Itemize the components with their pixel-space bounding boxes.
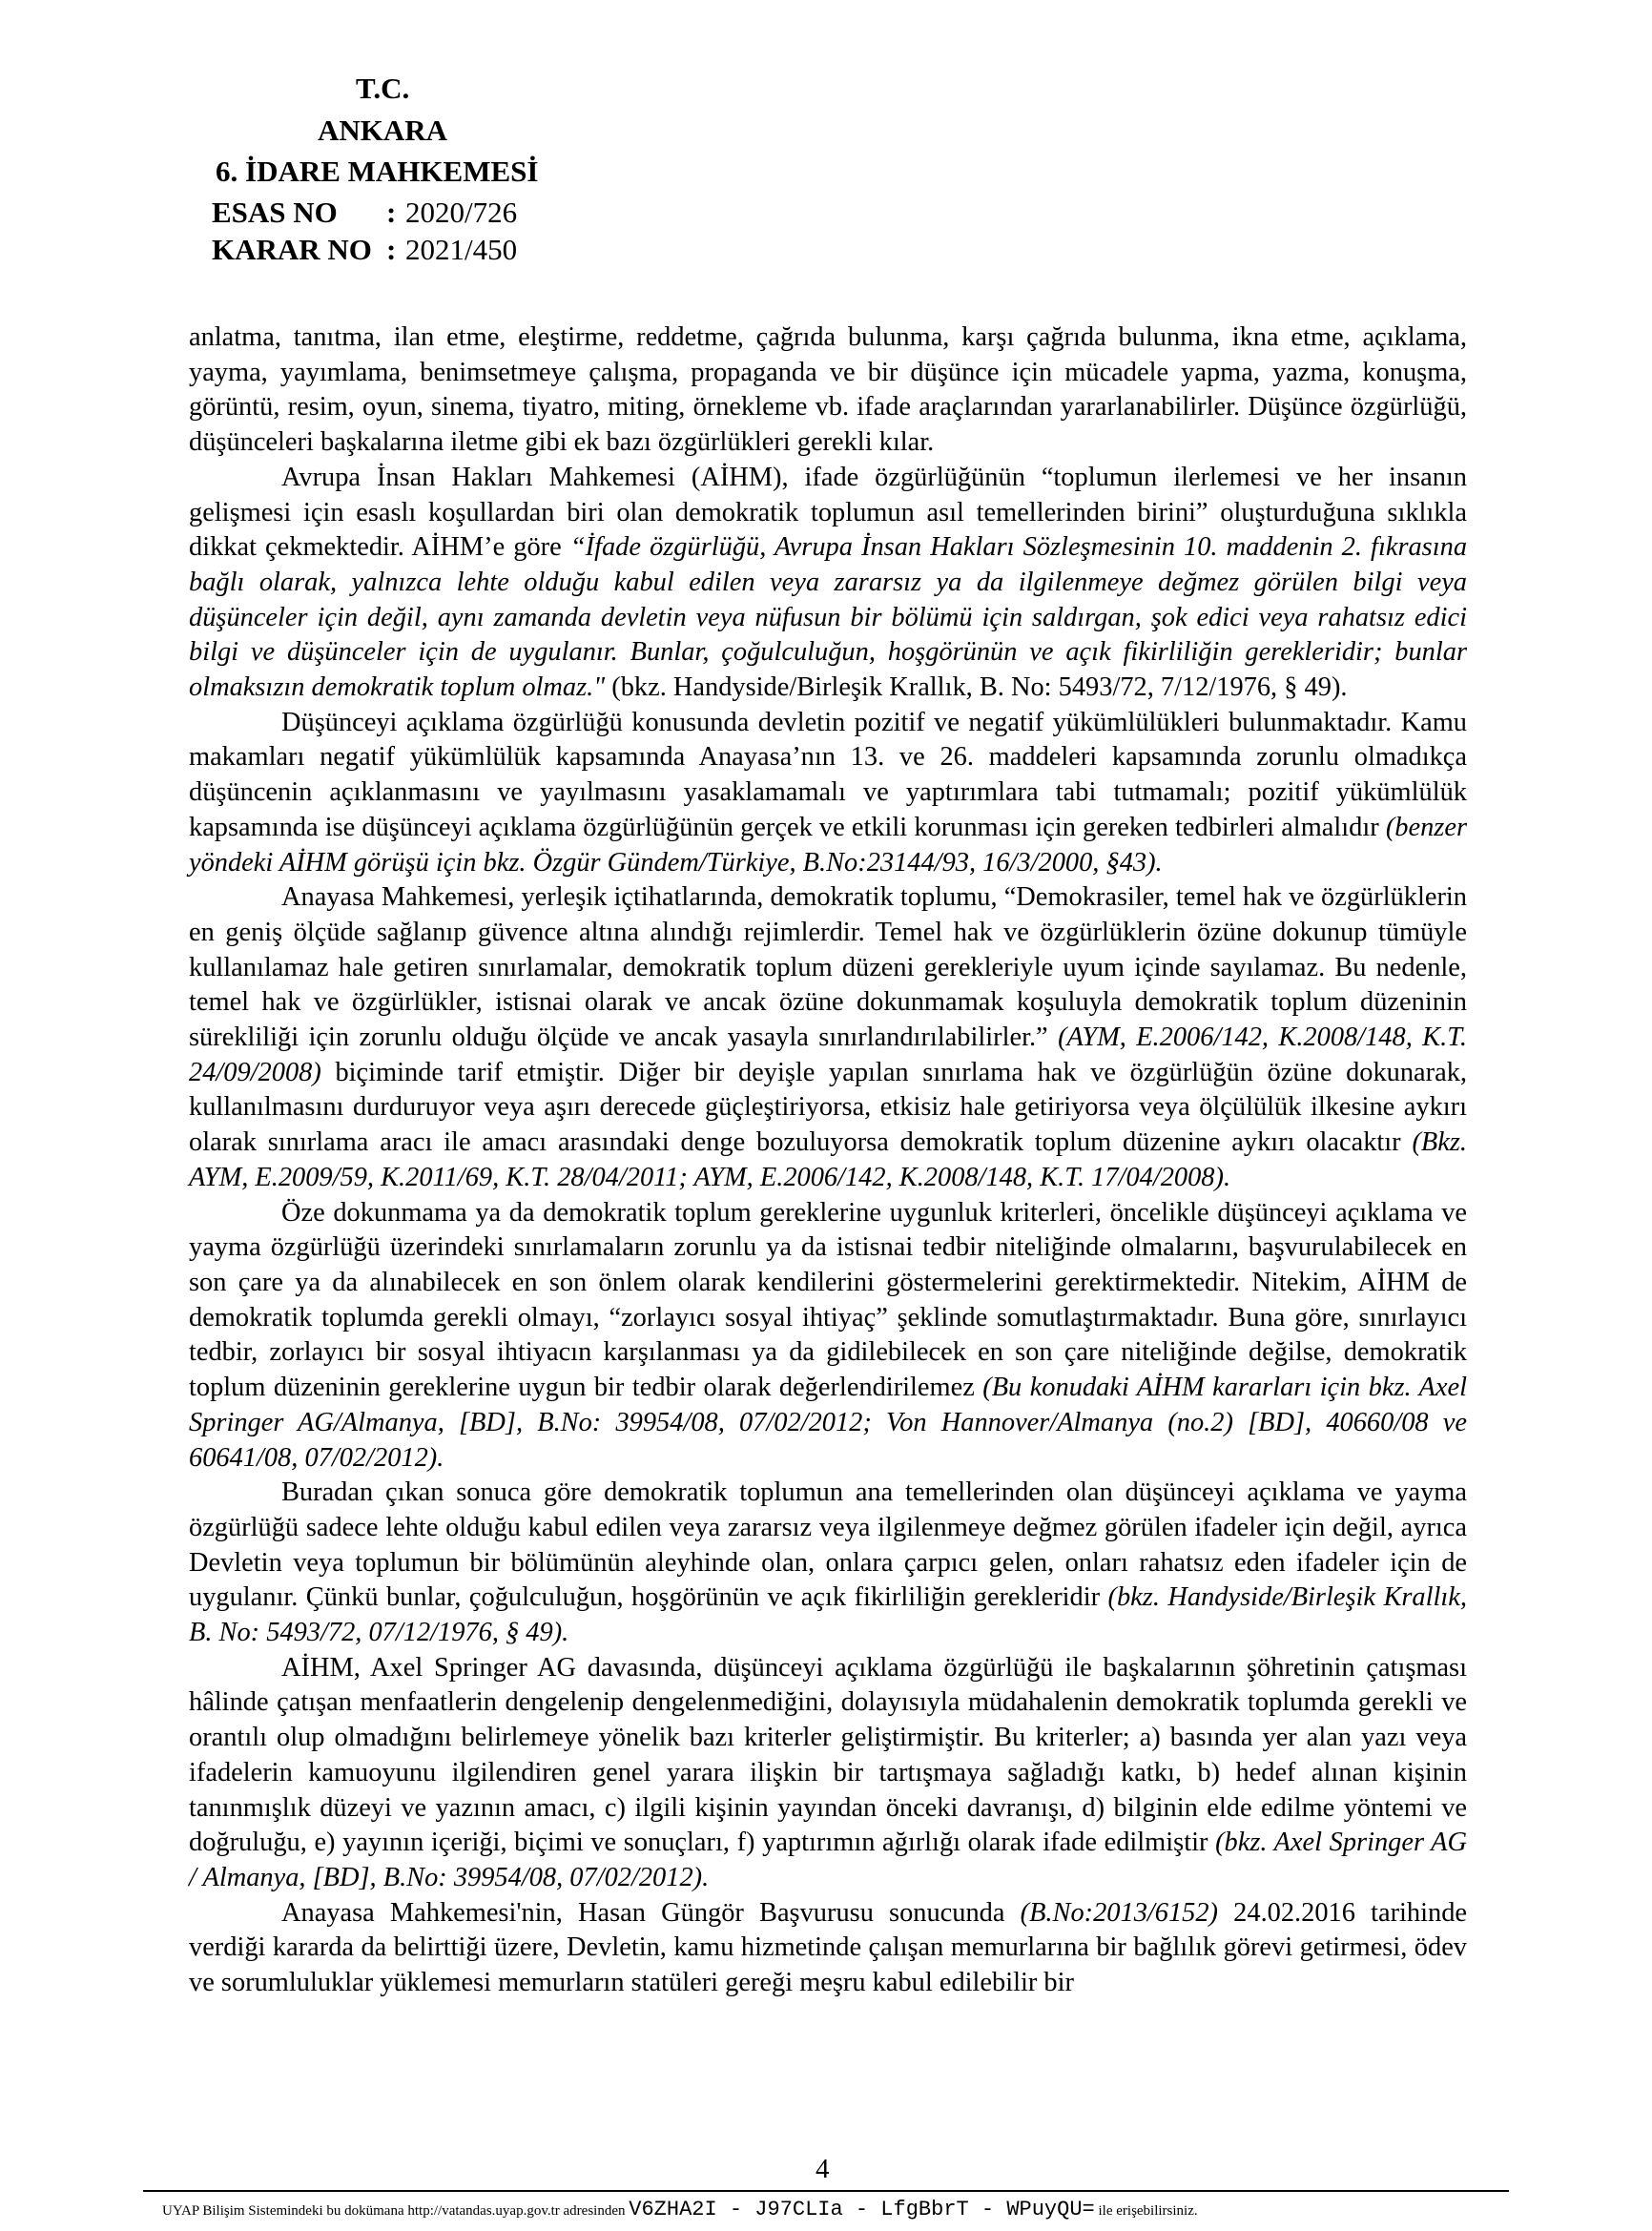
- paragraph-text: 24.02.2016 tarihinde verdiği kararda da belirttiği üzere, Devletin, kamu hizmetinde çalışan memurlarına bir bağlılık görevi getirmesi, ödev ve sorumluluklar yüklemesi memurların statüleri gereği meşru kabul edilebilir bir: [189, 1897, 1467, 1998]
- document-body: [189, 320, 1467, 2001]
- italic-citation: (AYM, E.2006/142, K.2008/148, K.T. 24/09/2008): [189, 1023, 1467, 1087]
- paragraph-text: Anayasa Mahkemesi, yerleşik içtihatlarında, demokratik toplumu, “Demokrasiler, temel hak ve özgürlüklerin en geniş ölçüde sağlanıp güvence altına alındığı rejimlerdir. Temel hak ve özgürlüklerin özüne dokunup tümüyle kullanılamaz hale getiren sınırlamalar, demokratik toplum düzeni gerekleriyle uyum içinde sayılamaz. Bu nedenle, temel hak ve özgürlükler, istisnai olarak ve ancak özüne dokunmamak koşuluyla demokratik toplum düzeninin sürekliliği için zorunlu olduğu ölçüde ve ancak yasayla sınırlandırılabilirler.”: [189, 882, 1467, 1053]
- paragraph-text: Avrupa İnsan Hakları Mahkemesi (AİHM), ifade özgürlüğünün “toplumun ilerlemesi ve her insanın gelişmesi için esaslı koşullardan biri olan demokratik toplumun asıl temellerinden birini” oluşturduğuna sıklıkla dikkat çekmektedir. AİHM’e göre: [189, 462, 1467, 563]
- karar-no-label: KARAR NO: [212, 233, 372, 266]
- paragraph: [189, 1476, 1467, 1651]
- italic-citation: (benzer yöndeki AİHM görüşü için bkz. Özgür Gündem/Türkiye, B.No:23144/93, 16/3/2000, §43).: [189, 812, 1467, 878]
- paragraph-text: AİHM, Axel Springer AG davasında, düşünceyi açıklama özgürlüğü ile başkalarının şöhretinin çatışması hâlinde çatışan menfaatlerin dengelenip dengelenmediğini, dolayısıyla müdahalenin demokratik toplumda gerekli ve orantılı olup olmadığını belirlemeye yönelik bazı kriterler geliştirmiştir. Bu kriterler; a) basında yer alan yazı veya ifadelerin kamuoyunu ilgilendiren genel yarara ilişkin bir tartışmaya sağladığı katkı, b) hedef alınan kişinin tanınmışlık düzeyi ve yazının amacı, c) ilgili kişinin yayından önceki davranışı, d) bilginin elde edilme yöntemi ve doğruluğu, e) yayının içeriği, biçimi ve sonuçları, f) yaptırımın ağırlığı olarak ifade edilmiştir: [189, 1652, 1467, 1858]
- paragraph-text: biçiminde tarif etmiştir. Diğer bir deyişle yapılan sınırlama hak ve özgürlüğün özüne dokunarak, kullanılmasını durduruyor veya aşırı derecede güçleştiriyorsa, etkisiz hale getiriyorsa veya ölçülülük ilkesine aykırı olarak sınırlama aracı ile amacı arasındaki denge bozuluyorsa demokratik toplum düzenine aykırı olacaktır: [189, 1057, 1467, 1158]
- header-court-name: 6. İDARE MAHKEMESİ: [216, 155, 539, 188]
- paragraph-text: Anayasa Mahkemesi'nin, Hasan Güngör Başvurusu sonucunda: [281, 1897, 1021, 1928]
- paragraph-text: Düşünceyi açıklama özgürlüğü konusunda devletin pozitif ve negatif yükümlülükleri bulunmaktadır. Kamu makamları negatif yükümlülük kapsamında Anayasa’nın 13. ve 26. maddeleri kapsamında zorunlu olmadıkça düşüncenin açıklanmasını ve yayılmasını yasaklamamalı ve yaptırımlara tabi tutmamalı; pozitif yükümlülük kapsamında ise düşünceyi açıklama özgürlüğünün gerçek ve etkili korunması için gereken tedbirleri almalıdır: [189, 707, 1467, 842]
- header-country: T.C.: [356, 72, 410, 105]
- italic-citation: (B.No:2013/6152): [1020, 1897, 1219, 1928]
- paragraph-text: Buradan çıkan sonuca göre demokratik toplumun ana temellerinden olan düşünceyi açıklama ve yayma özgürlüğü sadece lehte olduğu kabul edilen veya zararsız veya ilgilenmeye değmez görülen ifadeler için değil, ayrıca Devletin veya toplumun bir bölümünün aleyhinde olan, onlara çarpıcı gelen, onları rahatsız eden ifadeler için de uygulanır. Çünkü bunlar, çoğulculuğun, hoşgörünün ve açık fikirliliğin gerekleridir: [189, 1477, 1467, 1613]
- page-number: 4: [816, 2154, 830, 2184]
- italic-citation: (Bkz. AYM, E.2009/59, K.2011/69, K.T. 28/04/2011; AYM, E.2006/142, K.2008/148, K.T. 17/04/2008).: [189, 1127, 1467, 1192]
- paragraph: [189, 461, 1467, 706]
- paragraph-text: anlatma, tanıtma, ilan etme, eleştirme, reddetme, çağrıda bulunma, karşı çağrıda bulunma, ikna etme, açıklama, yayma, yayımlama, benimsetmeye çalışma, propaganda ve bir düşünce için mücadele yapma, yazma, konuşma, görüntü, resim, oyun, sinema, tiyatro, miting, örnekleme vb. ifade araçlarından yararlanabilirler. Düşünce özgürlüğü, düşünceleri başkalarına iletme gibi ek bazı özgürlükleri gerekli kılar.: [189, 322, 1467, 458]
- paragraph: [189, 1196, 1467, 1477]
- karar-no-separator: :: [386, 233, 397, 266]
- karar-no-value: 2021/450: [405, 233, 518, 266]
- paragraph: [189, 320, 1467, 461]
- footer-suffix: ile erişebilirsiniz.: [1098, 2203, 1198, 2219]
- paragraph: [189, 1651, 1467, 1896]
- paragraph: [189, 706, 1467, 881]
- esas-no-value: 2020/726: [405, 196, 518, 229]
- footer-verification-note: [162, 2197, 1497, 2224]
- header-city: ANKARA: [318, 114, 448, 147]
- paragraph: [189, 880, 1467, 1195]
- italic-quote: “İfade özgürlüğü, Avrupa İnsan Hakları Sözleşmesinin 10. maddenin 2. fıkrasına bağlı olarak, yalnızca lehte olduğu kabul edilen veya zararsız ya da ilgilenmeye değmez görülen bilgi veya düşünceler için değil, aynı zamanda devletin veya nüfusun bir bölümü için saldırgan, şok edici veya rahatsız edici bilgi ve düşünceler için de uygulanır. Bunlar, çoğulculuğun, hoşgörünün ve açık fikirliliğin gerekleridir; bunlar olmaksızın demokratik toplum olmaz.": [189, 532, 1468, 703]
- paragraph-text: (bkz. Handyside/Birleşik Krallık, B. No: 5493/72, 7/12/1976, § 49).: [605, 672, 1348, 703]
- footer-verification-code: V6ZHA2I - J97CLIa - LfgBbrT - WPuyQU=: [629, 2198, 1095, 2221]
- esas-no-label: ESAS NO: [212, 196, 338, 229]
- footer-prefix: UYAP Bilişim Sistemindeki bu dokümana http://vatandas.uyap.gov.tr adresinden: [162, 2203, 626, 2219]
- italic-citation: (bkz. Axel Springer AG / Almanya, [BD], B.No: 39954/08, 07/02/2012).: [189, 1828, 1467, 1892]
- paragraph-text: Öze dokunmama ya da demokratik toplum gereklerine uygunluk kriterleri, öncelikle düşünceyi açıklama ve yayma özgürlüğü üzerindeki sınırlamaların zorunlu ya da istisnai tedbir niteliğinde olmalarını, başvurulabilecek en son çare ya da alınabilecek en son önlem olarak kendilerini göstermelerini gerektirmektedir. Nitekim, AİHM de demokratik toplumda gerekli olmayı, “zorlayıcı sosyal ihtiyaç” şeklinde somutlaştırmaktadır. Buna göre, sınırlayıcı tedbir, zorlayıcı bir sosyal ihtiyacın karşılanması ya da gidilebilecek en son çare niteliğinde değilse, demokratik toplum düzeninin gereklerine uygun bir tedbir olarak değerlendirilemez: [189, 1197, 1467, 1403]
- footer-divider: [143, 2190, 1509, 2192]
- paragraph: [189, 1896, 1467, 2001]
- italic-citation: (Bu konudaki AİHM kararları için bkz. Axel Springer AG/Almanya, [BD], B.No: 39954/08, 07/02/2012; Von Hannover/Almanya (no.2) [BD], 40660/08 ve 60641/08, 07/02/2012).: [189, 1373, 1467, 1473]
- esas-no-separator: :: [386, 196, 397, 229]
- italic-citation: (bkz. Handyside/Birleşik Krallık, B. No: 5493/72, 07/12/1976, § 49).: [189, 1582, 1467, 1648]
